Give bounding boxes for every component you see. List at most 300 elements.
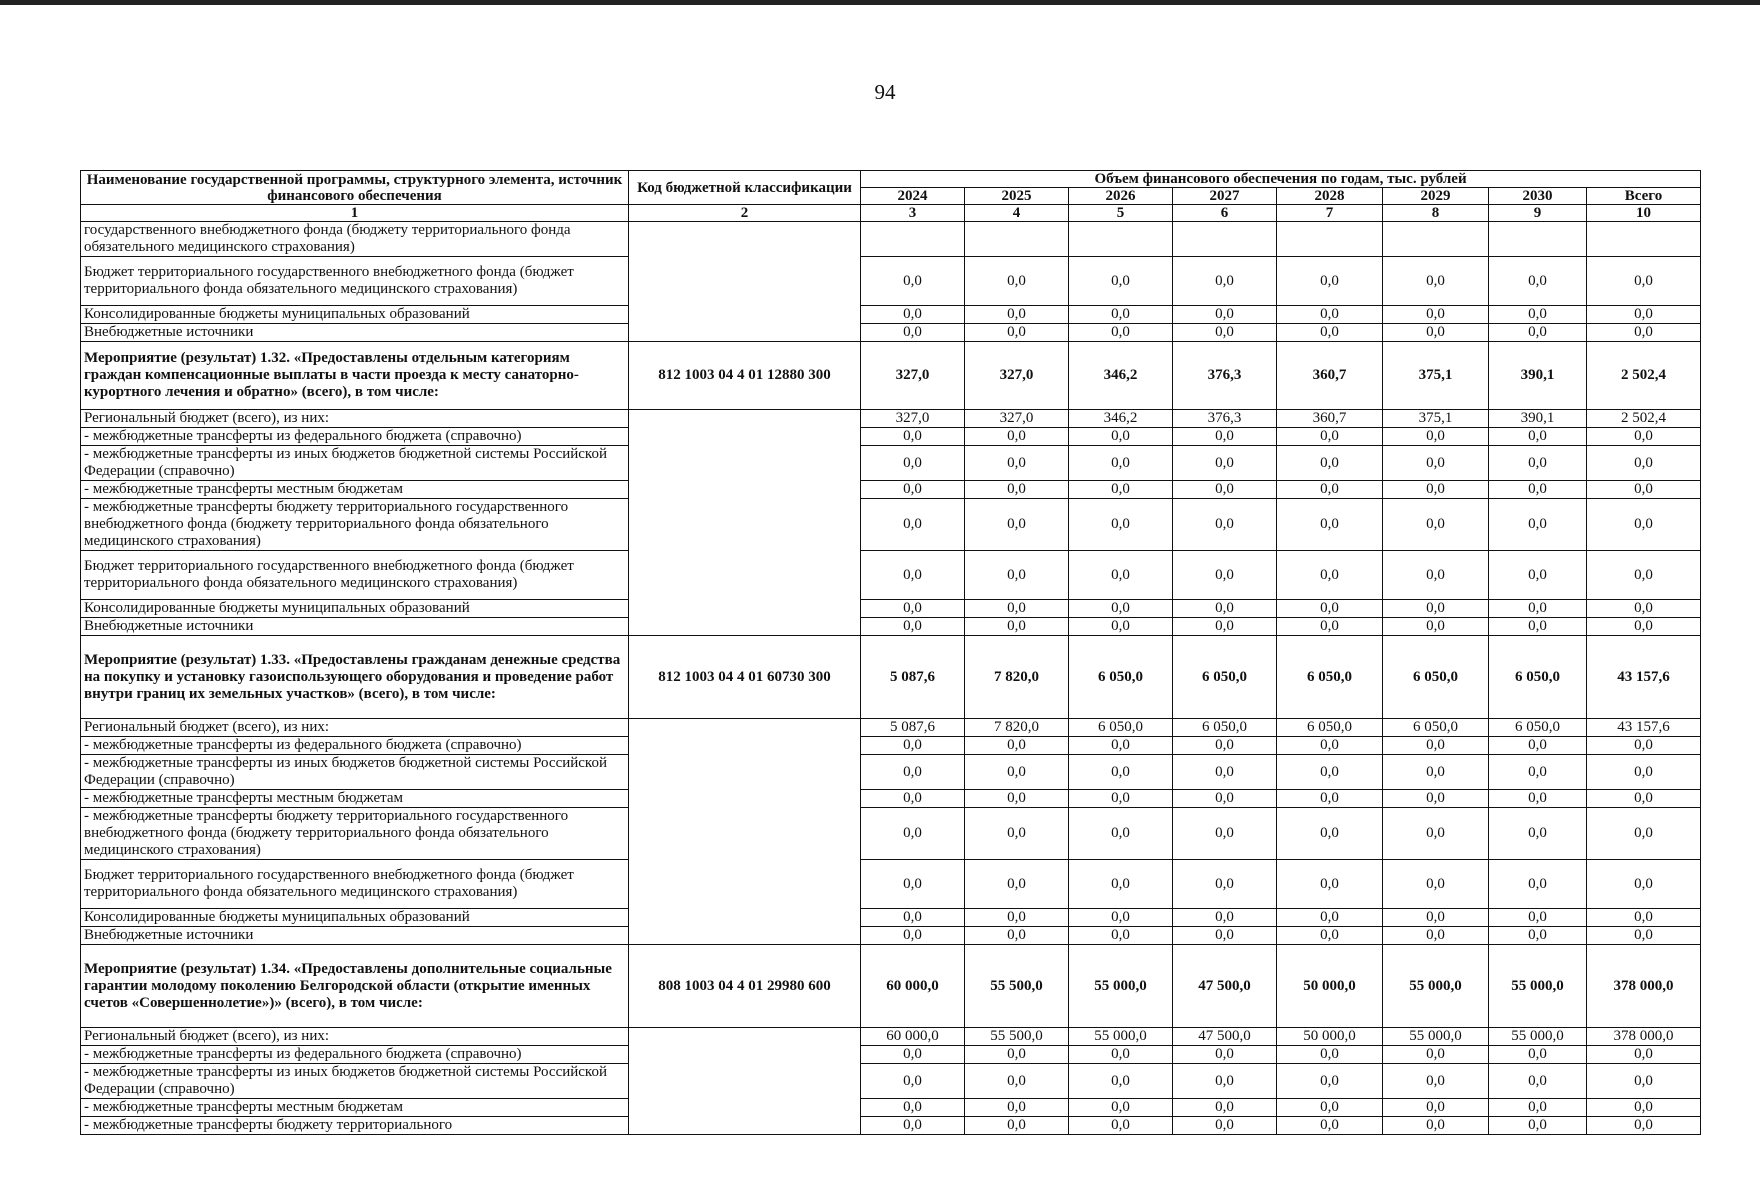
value-year: 0,0 [1383,927,1489,945]
value-year: 0,0 [1277,1099,1383,1117]
value-year: 0,0 [1173,499,1277,551]
table-row [81,551,1701,600]
value-year: 327,0 [965,410,1069,428]
value-year: 6 050,0 [1069,636,1173,719]
value-year: 0,0 [1069,306,1173,324]
value-year: 0,0 [1489,1099,1587,1117]
row-name: - межбюджетные трансферты из федерального бюджета (справочно) [81,1046,629,1064]
row-name: Консолидированные бюджеты муниципальных образований [81,306,629,324]
value-total [1587,222,1701,257]
value-year: 346,2 [1069,410,1173,428]
table-row [81,257,1701,306]
value-year: 6 050,0 [1173,719,1277,737]
value-year: 0,0 [861,1099,965,1117]
table-row [81,860,1701,909]
value-year: 0,0 [1173,1099,1277,1117]
value-year: 6 050,0 [1277,636,1383,719]
value-total: 378 000,0 [1587,945,1701,1028]
value-year: 0,0 [1277,737,1383,755]
value-year: 5 087,6 [861,636,965,719]
value-year: 0,0 [1069,1117,1173,1135]
table-row [81,927,1701,945]
row-name: - межбюджетные трансферты из иных бюджетов бюджетной системы Российской Федерации (справочно) [81,446,629,481]
value-year: 0,0 [1173,428,1277,446]
budget-code: 812 1003 04 4 01 12880 300 [629,342,861,410]
table-row [81,410,1701,428]
value-total: 0,0 [1587,927,1701,945]
value-year: 327,0 [861,410,965,428]
value-year: 0,0 [861,808,965,860]
value-year: 0,0 [861,446,965,481]
value-year: 7 820,0 [965,719,1069,737]
value-year: 0,0 [965,909,1069,927]
table-body [81,222,1701,1135]
table-row [81,324,1701,342]
row-name: - межбюджетные трансферты из иных бюджетов бюджетной системы Российской Федерации (справочно) [81,755,629,790]
value-year: 0,0 [1383,860,1489,909]
value-year: 47 500,0 [1173,1028,1277,1046]
value-year: 0,0 [1489,1117,1587,1135]
value-total: 0,0 [1587,790,1701,808]
value-year: 0,0 [1277,428,1383,446]
value-year: 0,0 [1383,618,1489,636]
value-year: 0,0 [1383,755,1489,790]
value-year: 0,0 [1383,306,1489,324]
row-name: Региональный бюджет (всего), из них: [81,719,629,737]
value-year: 0,0 [861,257,965,306]
value-year: 0,0 [861,790,965,808]
value-year: 0,0 [1383,428,1489,446]
row-name: Бюджет территориального государственного внебюджетного фонда (бюджет территориального фонда обязательного медицинского страхования) [81,257,629,306]
value-year: 0,0 [965,1099,1069,1117]
value-year: 0,0 [1383,1099,1489,1117]
value-year: 0,0 [861,306,965,324]
header-code: Код бюджетной классификации [629,171,861,205]
value-year [1173,222,1277,257]
value-year: 0,0 [1069,860,1173,909]
header-volume: Объем финансового обеспечения по годам, тыс. рублей [861,171,1701,188]
value-year: 0,0 [965,499,1069,551]
value-total: 378 000,0 [1587,1028,1701,1046]
value-year: 0,0 [1277,1064,1383,1099]
value-year: 0,0 [1383,499,1489,551]
value-year: 0,0 [1489,481,1587,499]
column-index: 10 [1587,205,1701,222]
value-year: 0,0 [1069,481,1173,499]
header-year: 2030 [1489,188,1587,205]
value-year: 60 000,0 [861,1028,965,1046]
value-year: 0,0 [1173,446,1277,481]
row-name: - межбюджетные трансферты из федерального бюджета (справочно) [81,737,629,755]
value-year: 0,0 [1173,808,1277,860]
value-year: 0,0 [1277,927,1383,945]
column-index: 8 [1383,205,1489,222]
value-total: 0,0 [1587,446,1701,481]
value-total: 0,0 [1587,257,1701,306]
table-row [81,222,1701,257]
value-year: 0,0 [965,306,1069,324]
table-row [81,1064,1701,1099]
value-year: 0,0 [1277,499,1383,551]
row-name: Мероприятие (результат) 1.33. «Предоставлены гражданам денежные средства на покупку и установку газоиспользующего оборудования и проведение работ внутри границ их земельных участков» (всего), в том числе: [81,636,629,719]
value-year: 47 500,0 [1173,945,1277,1028]
value-year: 0,0 [1069,618,1173,636]
value-year: 0,0 [1383,446,1489,481]
value-year: 0,0 [965,737,1069,755]
value-year: 50 000,0 [1277,945,1383,1028]
row-name: Внебюджетные источники [81,927,629,945]
value-year: 0,0 [1173,481,1277,499]
value-year: 0,0 [1277,446,1383,481]
row-name: - межбюджетные трансферты местным бюджетам [81,790,629,808]
value-year: 6 050,0 [1489,636,1587,719]
value-year: 0,0 [1489,808,1587,860]
row-name: Внебюджетные источники [81,324,629,342]
value-year: 0,0 [1069,600,1173,618]
value-year: 0,0 [1173,755,1277,790]
value-year: 55 000,0 [1069,945,1173,1028]
value-year: 0,0 [1489,737,1587,755]
value-year: 0,0 [1489,499,1587,551]
value-year: 0,0 [1489,1046,1587,1064]
value-year: 0,0 [1383,1046,1489,1064]
value-year: 0,0 [861,1046,965,1064]
row-name: - межбюджетные трансферты местным бюджетам [81,481,629,499]
value-year: 0,0 [1173,927,1277,945]
value-year: 0,0 [1069,790,1173,808]
value-year: 0,0 [1277,306,1383,324]
value-year: 0,0 [1277,257,1383,306]
value-year: 0,0 [1383,790,1489,808]
value-year: 55 500,0 [965,1028,1069,1046]
value-total: 2 502,4 [1587,410,1701,428]
value-year: 0,0 [861,428,965,446]
budget-code [629,222,861,342]
table-row [81,737,1701,755]
value-year: 0,0 [1277,551,1383,600]
value-total: 0,0 [1587,618,1701,636]
row-name: - межбюджетные трансферты бюджету территориального государственного внебюджетного фонда (бюджету территориального фонда обязательного медицинского страхования) [81,499,629,551]
value-year: 0,0 [861,618,965,636]
value-year: 0,0 [965,860,1069,909]
value-year: 0,0 [861,600,965,618]
header-year: 2024 [861,188,965,205]
value-year: 0,0 [1383,600,1489,618]
value-total: 0,0 [1587,1117,1701,1135]
value-total: 0,0 [1587,909,1701,927]
value-year: 346,2 [1069,342,1173,410]
value-year: 0,0 [1383,909,1489,927]
value-year: 0,0 [861,481,965,499]
header-year: 2025 [965,188,1069,205]
table-row [81,446,1701,481]
value-year: 0,0 [1173,909,1277,927]
value-year: 0,0 [1489,790,1587,808]
table-row [81,1028,1701,1046]
value-year: 60 000,0 [861,945,965,1028]
value-year: 0,0 [1277,1046,1383,1064]
value-year: 6 050,0 [1069,719,1173,737]
column-index: 6 [1173,205,1277,222]
row-name: Мероприятие (результат) 1.32. «Предоставлены отдельным категориям граждан компенсационные выплаты в части проезда к месту санаторно-курортного лечения и обратно» (всего), в том числе: [81,342,629,410]
row-name: Бюджет территориального государственного внебюджетного фонда (бюджет территориального фонда обязательного медицинского страхования) [81,860,629,909]
value-year: 0,0 [1383,808,1489,860]
row-name: Консолидированные бюджеты муниципальных образований [81,600,629,618]
value-year: 0,0 [861,927,965,945]
value-year: 0,0 [1069,1064,1173,1099]
budget-code [629,410,861,636]
column-index: 7 [1277,205,1383,222]
column-index: 5 [1069,205,1173,222]
value-year: 0,0 [1069,808,1173,860]
value-year: 0,0 [1069,551,1173,600]
value-year: 0,0 [1489,446,1587,481]
measure-row [81,945,1701,1028]
value-year: 6 050,0 [1383,719,1489,737]
value-year: 327,0 [861,342,965,410]
value-year: 0,0 [1489,618,1587,636]
value-year: 0,0 [1383,737,1489,755]
column-index: 9 [1489,205,1587,222]
budget-code [629,1028,861,1135]
row-name: Внебюджетные источники [81,618,629,636]
value-total: 0,0 [1587,428,1701,446]
value-year: 360,7 [1277,410,1383,428]
value-year: 0,0 [1173,860,1277,909]
value-year: 376,3 [1173,342,1277,410]
value-year: 0,0 [1069,909,1173,927]
row-name: - межбюджетные трансферты бюджету территориального государственного внебюджетного фонда (бюджету территориального фонда обязательного медицинского страхования) [81,808,629,860]
column-index: 1 [81,205,629,222]
value-year: 0,0 [861,551,965,600]
budget-code [629,719,861,945]
value-year: 6 050,0 [1173,636,1277,719]
row-name: - межбюджетные трансферты бюджету территориального [81,1117,629,1135]
value-year: 0,0 [1069,257,1173,306]
value-year: 375,1 [1383,410,1489,428]
value-year: 0,0 [1489,551,1587,600]
header-year: 2028 [1277,188,1383,205]
value-year: 0,0 [1489,428,1587,446]
value-year [1383,222,1489,257]
value-year [1489,222,1587,257]
value-year: 0,0 [1383,1117,1489,1135]
value-year: 0,0 [965,1046,1069,1064]
value-year: 0,0 [1069,927,1173,945]
value-total: 0,0 [1587,499,1701,551]
measure-row [81,342,1701,410]
value-total: 0,0 [1587,1099,1701,1117]
row-name: - межбюджетные трансферты из иных бюджетов бюджетной системы Российской Федерации (справочно) [81,1064,629,1099]
value-year: 0,0 [1173,306,1277,324]
value-year: 6 050,0 [1489,719,1587,737]
value-year: 0,0 [1489,257,1587,306]
value-year: 0,0 [1069,1099,1173,1117]
value-year: 0,0 [1173,618,1277,636]
value-year: 0,0 [1069,755,1173,790]
value-year: 0,0 [965,481,1069,499]
value-year: 0,0 [1383,257,1489,306]
value-total: 0,0 [1587,755,1701,790]
value-year: 360,7 [1277,342,1383,410]
value-year: 55 000,0 [1069,1028,1173,1046]
value-year: 0,0 [1277,808,1383,860]
value-year: 0,0 [1173,257,1277,306]
value-total: 0,0 [1587,481,1701,499]
table-row [81,1117,1701,1135]
header-year: 2026 [1069,188,1173,205]
value-year: 0,0 [1277,1117,1383,1135]
financing-table [80,170,1701,1135]
row-name: Мероприятие (результат) 1.34. «Предоставлены дополнительные социальные гарантии молодому поколению Белгородской области (открытие именных счетов «Совершеннолетие»)» (всего), в том числе: [81,945,629,1028]
value-year: 0,0 [965,257,1069,306]
value-year [861,222,965,257]
row-name: - межбюджетные трансферты местным бюджетам [81,1099,629,1117]
value-year: 390,1 [1489,342,1587,410]
value-year [1277,222,1383,257]
value-year: 0,0 [861,1117,965,1135]
value-year: 6 050,0 [1383,636,1489,719]
header-year: 2029 [1383,188,1489,205]
value-year: 0,0 [965,618,1069,636]
value-year: 0,0 [1383,551,1489,600]
table-row [81,790,1701,808]
value-year: 0,0 [1173,737,1277,755]
value-year: 0,0 [1489,306,1587,324]
value-year: 55 000,0 [1383,1028,1489,1046]
table-row [81,1046,1701,1064]
value-year: 0,0 [861,909,965,927]
value-year: 0,0 [965,1064,1069,1099]
value-year: 375,1 [1383,342,1489,410]
value-year: 55 000,0 [1489,1028,1587,1046]
value-total: 0,0 [1587,306,1701,324]
value-year: 0,0 [861,755,965,790]
value-year: 0,0 [861,499,965,551]
value-year: 0,0 [1277,618,1383,636]
value-year: 0,0 [965,324,1069,342]
value-year: 7 820,0 [965,636,1069,719]
value-total: 0,0 [1587,860,1701,909]
value-year: 0,0 [1069,324,1173,342]
value-total: 0,0 [1587,324,1701,342]
value-year: 0,0 [965,755,1069,790]
value-year: 0,0 [1277,790,1383,808]
value-year: 0,0 [1069,428,1173,446]
value-year: 0,0 [1173,551,1277,600]
top-border-line [0,0,1760,5]
value-total: 2 502,4 [1587,342,1701,410]
value-year: 0,0 [1069,1046,1173,1064]
table-row [81,618,1701,636]
value-year: 0,0 [1277,909,1383,927]
value-year: 0,0 [1383,1064,1489,1099]
value-year: 0,0 [1069,446,1173,481]
value-year: 0,0 [1173,1064,1277,1099]
value-total: 0,0 [1587,808,1701,860]
header-year: 2027 [1173,188,1277,205]
page-number: 94 [874,80,896,104]
value-year: 0,0 [1489,1064,1587,1099]
value-year: 55 500,0 [965,945,1069,1028]
value-year: 0,0 [965,600,1069,618]
value-year: 55 000,0 [1489,945,1587,1028]
value-year: 0,0 [1489,909,1587,927]
value-year: 0,0 [1277,600,1383,618]
value-year: 0,0 [965,428,1069,446]
value-year: 0,0 [861,737,965,755]
value-year: 0,0 [1173,324,1277,342]
value-year: 327,0 [965,342,1069,410]
value-year: 50 000,0 [1277,1028,1383,1046]
value-year: 0,0 [1173,600,1277,618]
value-year: 0,0 [965,1117,1069,1135]
value-year: 0,0 [1277,755,1383,790]
value-year: 0,0 [861,860,965,909]
value-total: 0,0 [1587,737,1701,755]
value-year: 0,0 [1489,755,1587,790]
table-row [81,306,1701,324]
row-name: Региональный бюджет (всего), из них: [81,410,629,428]
value-year [1069,222,1173,257]
value-year: 0,0 [965,808,1069,860]
table-row [81,755,1701,790]
value-year: 55 000,0 [1383,945,1489,1028]
value-year: 0,0 [1383,324,1489,342]
value-year: 0,0 [1173,1117,1277,1135]
value-year: 0,0 [965,446,1069,481]
value-year: 0,0 [1489,860,1587,909]
value-year: 0,0 [1277,860,1383,909]
value-year: 0,0 [1277,481,1383,499]
value-year: 0,0 [1489,324,1587,342]
column-index: 2 [629,205,861,222]
row-name: Консолидированные бюджеты муниципальных образований [81,909,629,927]
row-name: Бюджет территориального государственного внебюджетного фонда (бюджет территориального фонда обязательного медицинского страхования) [81,551,629,600]
header-total: Всего [1587,188,1701,205]
table-row [81,428,1701,446]
measure-row [81,636,1701,719]
value-total: 43 157,6 [1587,636,1701,719]
value-total: 0,0 [1587,551,1701,600]
column-index: 3 [861,205,965,222]
header-name: Наименование государственной программы, структурного элемента, источник финансового обеспечения [81,171,629,205]
value-total: 0,0 [1587,1064,1701,1099]
table-row [81,1099,1701,1117]
value-year [965,222,1069,257]
value-total: 0,0 [1587,600,1701,618]
value-total: 43 157,6 [1587,719,1701,737]
value-year: 0,0 [861,1064,965,1099]
budget-code: 808 1003 04 4 01 29980 600 [629,945,861,1028]
table-row [81,481,1701,499]
value-year: 376,3 [1173,410,1277,428]
value-year: 0,0 [1173,1046,1277,1064]
value-year: 0,0 [1489,927,1587,945]
value-year: 0,0 [1069,737,1173,755]
value-year: 0,0 [965,790,1069,808]
table-row [81,719,1701,737]
budget-code: 812 1003 04 4 01 60730 300 [629,636,861,719]
value-year: 0,0 [965,551,1069,600]
value-total: 0,0 [1587,1046,1701,1064]
value-year: 0,0 [1489,600,1587,618]
value-year: 5 087,6 [861,719,965,737]
row-name: государственного внебюджетного фонда (бюджету территориального фонда обязательного медицинского страхования) [81,222,629,257]
value-year: 0,0 [1383,481,1489,499]
value-year: 390,1 [1489,410,1587,428]
table-row [81,600,1701,618]
